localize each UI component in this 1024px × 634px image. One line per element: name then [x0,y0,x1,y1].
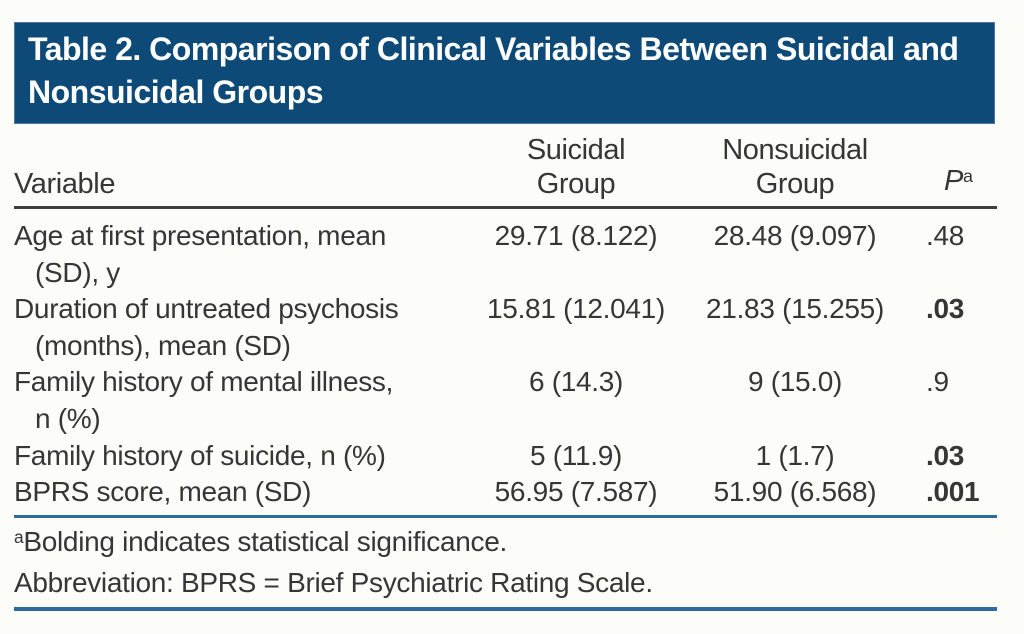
variable-line2: (SD), y [35,256,121,288]
suicidal-value: 15.81 (12.041) [487,293,665,325]
p-value-row2: .9 [926,366,949,398]
table-bottom-rule [14,607,997,611]
nonsuicidal-value: 9 (15.0) [747,366,843,398]
p-superscript: a [962,166,973,187]
col-header-suicidal-group [459,133,693,201]
footnote-significance-text: Bolding indicates statistical significance. [23,525,507,557]
table-row-bprs [14,474,997,511]
suicidal-value: 56.95 (7.587) [494,476,658,508]
col-header-suicidal-line1: Suicidal [526,134,626,166]
p-value-row0: .48 [926,220,965,251]
variable-line2: n (%) [35,402,101,434]
suicidal-value: 5 (11.9) [529,439,623,471]
table-row-age [14,218,997,291]
row-variable [14,291,459,364]
variable-line1: Duration of untreated psychosis [14,293,399,325]
p-value-row4: .001 [926,476,980,508]
suicidal-value: 6 (14.3) [528,366,624,398]
table-row-family-mental-illness [14,364,997,437]
table-row-dup [14,291,997,364]
variable-line1: Age at first presentation, mean [14,220,387,251]
row-variable [14,218,459,291]
col-header-variable: Variable [14,168,116,200]
table-body [14,209,997,511]
clinical-variables-table [14,128,997,611]
nonsuicidal-value: 1 (1.7) [755,439,835,471]
p-value-row3: .03 [926,439,965,471]
p-label: P [944,165,963,197]
table-row-family-suicide [14,438,997,475]
variable-line1: Family history of suicide, n (%) [14,439,386,471]
p-value-row1: .03 [926,293,965,325]
variable-line2: (months), mean (SD) [35,329,291,361]
col-header-nonsuicidal-line1: Nonsuicidal [722,134,868,166]
table-title: Table 2. Comparison of Clinical Variables Between Suicidal and Nonsuicidal Groups [28,31,959,110]
footnote-superscript: a [14,527,24,548]
suicidal-value: 29.71 (8.122) [494,220,658,251]
table-header-row [14,128,997,206]
col-header-suicidal-line2: Group [536,168,616,200]
row-variable [14,364,459,437]
nonsuicidal-value: 28.48 (9.097) [713,220,877,251]
col-header-p [897,164,997,201]
table-footnotes [14,518,997,601]
nonsuicidal-value: 21.83 (15.255) [706,293,884,325]
table-title-banner [14,22,995,124]
footnote-abbreviation: Abbreviation: BPRS = Brief Psychiatric Rating Scale. [14,566,653,598]
variable-line1: Family history of mental illness, [14,366,394,398]
row-variable [14,438,459,475]
footnote-significance [14,523,997,564]
variable-line1: BPRS score, mean (SD) [14,476,312,508]
nonsuicidal-value: 51.90 (6.568) [713,476,877,508]
col-header-nonsuicidal-line2: Group [755,168,835,200]
col-header-nonsuicidal-group [693,133,897,201]
row-variable [14,474,459,511]
